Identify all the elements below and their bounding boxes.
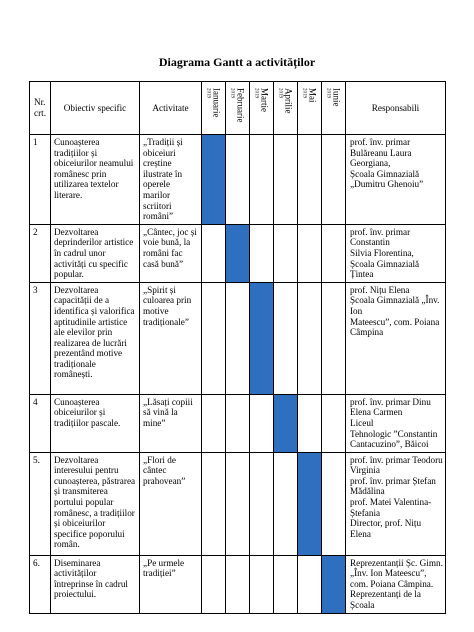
gantt-bar xyxy=(226,224,250,282)
row-responsible xyxy=(346,224,446,282)
responsible-line: com. Poiana Câmpina. xyxy=(350,578,434,589)
gantt-cell xyxy=(226,394,250,452)
row-responsible xyxy=(346,394,446,452)
gantt-cell xyxy=(250,135,274,225)
responsible-line: Bulăreanu Laura xyxy=(350,147,412,158)
gantt-cell xyxy=(274,282,298,394)
header-month-mai: Mai 2019 xyxy=(298,82,322,135)
table-row xyxy=(30,135,446,225)
gantt-cell xyxy=(226,282,250,394)
gantt-cell xyxy=(322,224,346,282)
responsible-line: Reprezentanții Șc. Gimn. xyxy=(350,557,443,568)
gantt-cell xyxy=(226,452,250,555)
responsible-line: Mateescu”, com. Poiana xyxy=(350,316,440,327)
responsible-line: Școala Gimnazială xyxy=(350,168,420,179)
responsible-line: prof. înv. primar Constantin xyxy=(350,226,411,248)
gantt-cell xyxy=(202,224,226,282)
header-year: 2019 xyxy=(230,88,235,98)
gantt-cell xyxy=(298,224,322,282)
row-number: 6. xyxy=(30,555,51,613)
row-activity: „Tradiții și obiceiuri creștine ilustrate în operele marilor scriitori români” xyxy=(140,135,202,225)
header-year: 2019 xyxy=(302,88,307,98)
page-title: Diagrama Gantt a activităților xyxy=(158,55,316,69)
responsible-line: Silvia Florentina, xyxy=(350,247,414,258)
gantt-bar xyxy=(250,282,274,394)
gantt-cell xyxy=(226,135,250,225)
responsible-line: Reprezentanți de la Școala xyxy=(350,589,421,611)
gantt-cell xyxy=(322,394,346,452)
responsible-line: „Înv. Ion Mateescu”, xyxy=(350,568,427,579)
row-objective: Dezvoltarea interesului pentru cunoașterea, păstrarea și transmiterea portului popular românesc, a tradițiilor și obiceiurilor specifice poporului român. xyxy=(51,452,140,555)
responsible-line: Țintea xyxy=(350,269,374,280)
row-number: 5. xyxy=(30,452,51,555)
responsible-line: Elena Carmen xyxy=(350,407,403,418)
header-year: 2019 xyxy=(254,88,259,98)
row-activity: „Cântec, joc și voie bună, la români fac casă bună” xyxy=(140,224,202,282)
row-activity: „Pe urmele tradiției” xyxy=(140,555,202,613)
responsible-line: Școala Gimnazială xyxy=(350,258,420,269)
responsible-line: prof. înv. primar xyxy=(350,137,411,147)
gantt-cell xyxy=(274,452,298,555)
row-activity: „Flori de cântec prahovean” xyxy=(140,452,202,555)
header-month-februarie: Februarie 2019 xyxy=(226,82,250,135)
header-month-iunie: Iunie 2019 xyxy=(322,82,346,135)
gantt-cell xyxy=(250,394,274,452)
header-nr xyxy=(30,82,51,135)
table-row xyxy=(30,394,446,452)
row-number: 2 xyxy=(30,224,51,282)
header-year: 2019 xyxy=(206,88,211,98)
gantt-cell xyxy=(202,555,226,613)
responsible-line: Virginia xyxy=(350,465,380,476)
gantt-cell xyxy=(250,555,274,613)
gantt-cell xyxy=(250,224,274,282)
gantt-cell xyxy=(322,452,346,555)
header-nr-line1: Nr. xyxy=(34,97,46,108)
gantt-bar xyxy=(274,394,298,452)
responsible-line: prof. înv. primar Dinu xyxy=(350,396,431,407)
row-responsible xyxy=(346,555,446,613)
responsible-line: Director, prof. Nițu Elena xyxy=(350,518,422,539)
row-objective: Cunoașterea obiceiurilor și tradițiilor pascale. xyxy=(51,394,140,452)
table-row xyxy=(30,224,446,282)
gantt-cell xyxy=(298,282,322,394)
gantt-cell xyxy=(298,135,322,225)
gantt-cell xyxy=(274,555,298,613)
responsible-line: prof. Matei Valentina- xyxy=(350,497,432,508)
row-objective: Cunoașterea tradițiilor și obiceiurilor neamului românesc prin utilizarea textelor literare. xyxy=(51,135,140,225)
row-number: 1 xyxy=(30,135,51,225)
gantt-cell xyxy=(250,452,274,555)
gantt-table xyxy=(29,81,446,614)
responsible-line: „Dumitru Ghenoiu” xyxy=(350,179,424,190)
row-activity: „Lăsați copiii să vină la mine” xyxy=(140,394,202,452)
gantt-cell xyxy=(202,282,226,394)
responsible-line: Ștefania xyxy=(350,507,381,518)
row-objective: Dezvoltarea capacității de a identifica și valorifica aptitudinile artistice ale elevilor prin realizarea de lucrări prezentând motive tradiționale românești. xyxy=(51,282,140,394)
row-responsible xyxy=(346,135,446,225)
row-objective: Dezvoltarea deprinderilor artistice în cadrul unor activități cu specific popular. xyxy=(51,224,140,282)
header-year: 2019 xyxy=(278,88,283,98)
header-nr-line2: crt. xyxy=(34,108,46,118)
responsible-line: Cantacuzino”, Băicoi xyxy=(350,439,429,450)
header-responsible: Responsabili xyxy=(346,82,446,135)
row-responsible xyxy=(346,452,446,555)
responsible-line: Tehnologic ”Constantin xyxy=(350,428,438,439)
header-year: 2019 xyxy=(326,88,331,98)
header-month-martie: Martie 2019 xyxy=(250,82,274,135)
header-month-aprilie: Aprilie 2019 xyxy=(274,82,298,135)
responsible-line: Câmpina xyxy=(350,327,384,338)
gantt-cell xyxy=(226,555,250,613)
responsible-line: Liceul xyxy=(350,417,374,428)
gantt-bar xyxy=(298,452,322,555)
row-number: 4 xyxy=(30,394,51,452)
responsible-line: Georgiana, xyxy=(350,158,391,169)
header-month-ianuarie: Ianuarie 2019 xyxy=(202,82,226,135)
gantt-cell xyxy=(202,394,226,452)
row-activity: „Spirit și culoarea prin motive tradiționale” xyxy=(140,282,202,394)
header-activity: Activitate xyxy=(140,82,202,135)
responsible-line: prof. înv. primar Teodoru xyxy=(350,454,443,465)
row-number: 3 xyxy=(30,282,51,394)
gantt-cell xyxy=(298,394,322,452)
responsible-line: prof. înv. primar Ștefan xyxy=(350,475,436,486)
header-objective: Obiectiv specific xyxy=(51,82,140,135)
gantt-cell xyxy=(274,224,298,282)
row-objective: Diseminarea activităților întreprinse în cadrul proiectului. xyxy=(51,555,140,613)
gantt-bar xyxy=(322,555,346,613)
table-row xyxy=(30,555,446,613)
header-row xyxy=(30,82,446,135)
table-row xyxy=(30,282,446,394)
gantt-cell xyxy=(298,555,322,613)
gantt-cell xyxy=(322,282,346,394)
responsible-line: prof. Nițu Elena xyxy=(350,284,410,295)
gantt-cell xyxy=(202,452,226,555)
table-row xyxy=(30,452,446,555)
gantt-bar xyxy=(202,135,226,225)
gantt-cell xyxy=(322,135,346,225)
responsible-line: Mădălina xyxy=(350,486,385,497)
gantt-cell xyxy=(274,135,298,225)
row-responsible xyxy=(346,282,446,394)
responsible-line: Școala Gimnazială „Înv. Ion xyxy=(350,295,440,316)
